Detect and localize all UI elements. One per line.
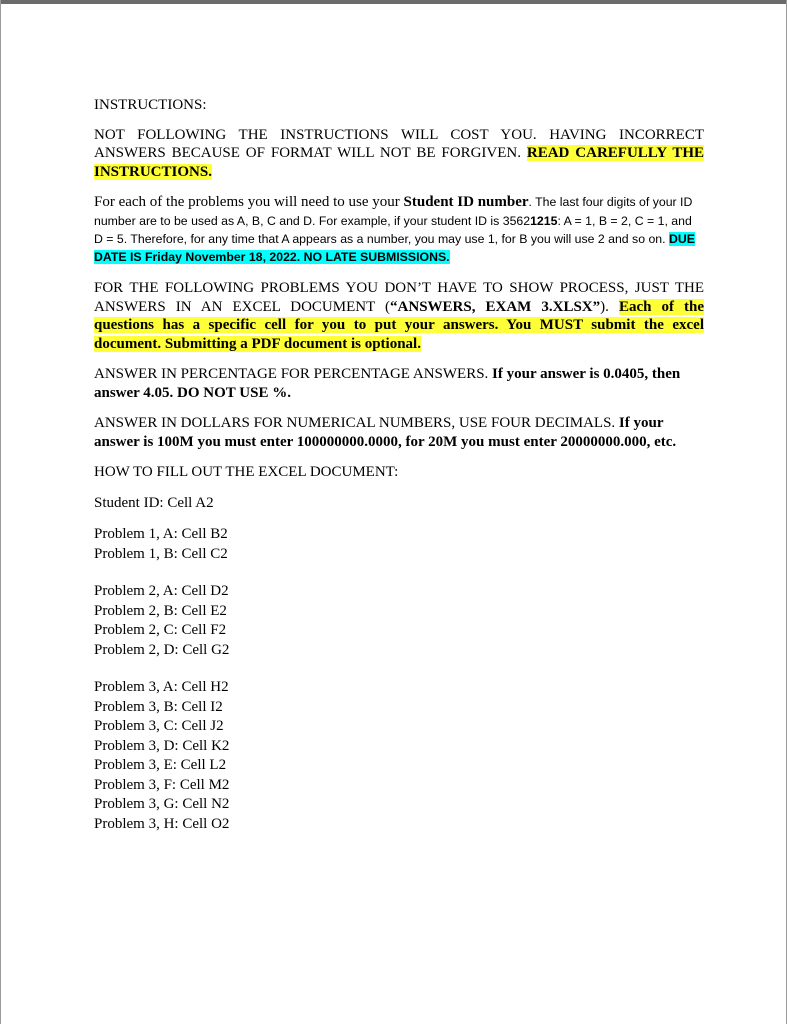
dollars-bold: If your answer is 100M you must enter 100000000.0000, for 20M you must enter 20000000.000, etc. bbox=[94, 415, 677, 450]
document-page bbox=[94, 96, 704, 834]
window-top-border bbox=[0, 0, 787, 4]
list-item: Problem 3, C: Cell J2 bbox=[94, 718, 224, 735]
excel-highlight: Each of the questions has a specific cell for you to put your answers. You MUST submit the excel document. Submitting a PDF document is optional. bbox=[94, 298, 705, 352]
student-id-cell: Student ID: Cell A2 bbox=[94, 494, 214, 511]
list-item: Problem 2, B: Cell E2 bbox=[94, 602, 227, 619]
student-id-bold: Student ID number bbox=[403, 194, 529, 210]
list-item: Problem 1, B: Cell C2 bbox=[94, 545, 228, 562]
student-id-text-1: For each of the problems you will need to use your bbox=[94, 194, 404, 210]
spacer bbox=[94, 564, 704, 582]
list-item: Problem 2, A: Cell D2 bbox=[94, 583, 229, 600]
list-item: Problem 3, E: Cell L2 bbox=[94, 757, 227, 774]
dollars-text: ANSWER IN DOLLARS FOR NUMERICAL NUMBERS, USE FOUR DECIMALS. bbox=[94, 415, 619, 432]
doc-title: INSTRUCTIONS: bbox=[94, 97, 207, 113]
percent-bold: If your answer is 0.0405, then answer 4.05. DO NOT USE %. bbox=[94, 366, 681, 401]
spacer bbox=[94, 660, 704, 678]
warning-text: NOT FOLLOWING THE INSTRUCTIONS WILL COST YOU. HAVING INCORRECT ANSWERS BECAUSE OF FORMAT WILL NOT BE FORGIVEN. bbox=[94, 126, 704, 161]
student-id-text-2: . The last four digits of your ID number are to be used as A, B, C and D. For example, if your student ID is 3562 bbox=[94, 195, 693, 228]
student-id-paragraph bbox=[94, 193, 704, 266]
student-id-digits: 1215 bbox=[530, 213, 558, 228]
list-item: Problem 3, H: Cell O2 bbox=[94, 815, 230, 832]
list-item: Problem 3, A: Cell H2 bbox=[94, 679, 229, 696]
cell-list bbox=[94, 494, 704, 835]
warning-highlight: READ CAREFULLY THE INSTRUCTIONS. bbox=[94, 145, 704, 180]
warning-paragraph bbox=[94, 126, 704, 182]
dollars-paragraph bbox=[94, 414, 704, 451]
list-item: Problem 3, F: Cell M2 bbox=[94, 776, 230, 793]
percent-text: ANSWER IN PERCENTAGE FOR PERCENTAGE ANSWERS. bbox=[94, 366, 493, 383]
excel-paragraph bbox=[94, 279, 704, 353]
page-left-border bbox=[0, 0, 1, 1024]
list-item: Problem 3, D: Cell K2 bbox=[94, 737, 230, 754]
due-date-highlight: DUE DATE IS Friday November 18, 2022. NO LATE SUBMISSIONS. bbox=[94, 231, 695, 265]
list-item: Problem 3, G: Cell N2 bbox=[94, 796, 230, 813]
excel-text-2: ). bbox=[600, 298, 619, 315]
list-item: Problem 1, A: Cell B2 bbox=[94, 526, 228, 543]
excel-text: FOR THE FOLLOWING PROBLEMS YOU DON’T HAVE TO SHOW PROCESS, JUST THE ANSWERS IN AN EXCEL DOCUMENT ( bbox=[94, 280, 704, 315]
excel-filename: “ANSWERS, EXAM 3.XLSX” bbox=[390, 298, 601, 315]
student-id-text-3: : A = 1, B = 2, C = 1, and D = 5. Therefore, for any time that A appears as a number, you may use 1, for B you will use 2 and so on. bbox=[94, 213, 692, 246]
how-to-heading: HOW TO FILL OUT THE EXCEL DOCUMENT: bbox=[94, 464, 399, 481]
list-item: Problem 2, D: Cell G2 bbox=[94, 641, 230, 658]
list-item: Problem 2, C: Cell F2 bbox=[94, 622, 227, 639]
percent-paragraph bbox=[94, 365, 704, 402]
list-item: Problem 3, B: Cell I2 bbox=[94, 698, 223, 715]
